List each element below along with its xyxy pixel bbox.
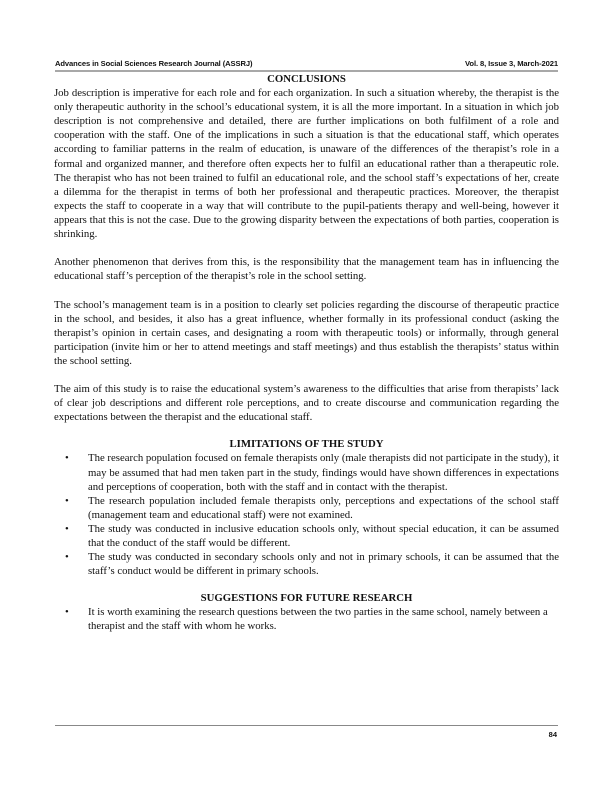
list-item [54,550,559,578]
list-item-text: The study was conducted in secondary schools only and not in primary schools, it can be assumed that the staff’s conduct would be different in primary schools. [88,551,559,578]
future-research-list [54,605,559,633]
conclusions-paragraph-4: The aim of this study is to raise the educational system’s awareness to the difficulties that arise from therapists’ lack of clear job descriptions and different role perceptions, and to create discourse and communication regarding the expectations between the therapist and the educational staff. [54,383,559,424]
bullet-icon: • [65,452,69,465]
footer-rule [55,725,558,726]
list-item-text: The study was conducted in inclusive education schools only, without special education, it can be assumed that the conduct of the staff would be different. [88,522,559,549]
list-item [54,522,559,550]
conclusions-paragraph-2: Another phenomenon that derives from this, is the responsibility that the management team has in influencing the educational staff’s perception of the therapist’s role in the school setting. [54,256,559,283]
future-research-heading: SUGGESTIONS FOR FUTURE RESEARCH [200,592,413,605]
list-item [54,605,559,633]
bullet-icon: • [65,522,69,535]
bullet-icon: • [65,606,69,619]
list-item-text: The research population focused on female therapists only (male therapists did not participate in the study), it may be assumed that had men taken part in the study, findings would have shown differences in expectations and perceptions of cooperation, both with the staff and in contact with the therapist. [88,452,559,493]
running-header [55,58,558,70]
limitations-list [54,451,559,578]
list-item-text: It is worth examining the research questions between the two parties in the same school, namely between a therapist and the staff with whom he works. [88,606,548,633]
bullet-icon: • [65,494,69,507]
conclusions-paragraph-1: Job description is imperative for each role and for each organization. In such a situation whereby, the therapist is the only therapeutic authority in the school’s educational system, it is all the more important. In a situation in which job description is not comprehensive and detailed, there are further implications on both fulfilment of a role and cooperation with the staff. One of the implications in such a situation is that the educational staff, which operates according to familiar patterns in the realm of education, is unaware of the differences of the therapist’s role in a formal and organized manner, and therefore often expects her to fulfil an educational rather than a therapeutic role. The therapist who has not been trained to fulfil an educational role, and the school staff’s expectations of her, create a dilemma for the therapist in terms of both her professional and therapeutic practices. Moreover, the therapist expects the staff to cooperate in a way that will contribute to the pupil-patients therapy and well-being, however it appears that this is not the case. Due to the growing disparity between the expectations of both parties, cooperation is shrinking. [54,87,559,241]
issue-info: Vol. 8, Issue 3, March-2021 [465,59,558,68]
list-item-text: The research population included female therapists only, perceptions and expectations of the school staff (management team and educational staff) were not examined. [88,494,559,521]
list-item [54,494,559,522]
conclusions-heading: CONCLUSIONS [267,73,346,85]
conclusions-paragraph-3: The school’s management team is in a position to clearly set policies regarding the discourse of therapeutic practice in the school, and besides, it also has a great influence, whether formally in its professional conduct (asking the therapist’s opinion in certain cases, and designating a room with therapeutic tools) or informally, through general participation (invite him or her to attend meetings and staff meetings) and thus establish the therapists’ status within the school setting. [54,298,559,367]
page-number: 84 [548,730,557,739]
bullet-icon: • [65,551,69,564]
page-body [54,72,559,634]
journal-title: Advances in Social Sciences Research Journal (ASSRJ) [55,59,253,68]
limitations-heading: LIMITATIONS OF THE STUDY [229,438,384,451]
list-item [54,451,559,493]
